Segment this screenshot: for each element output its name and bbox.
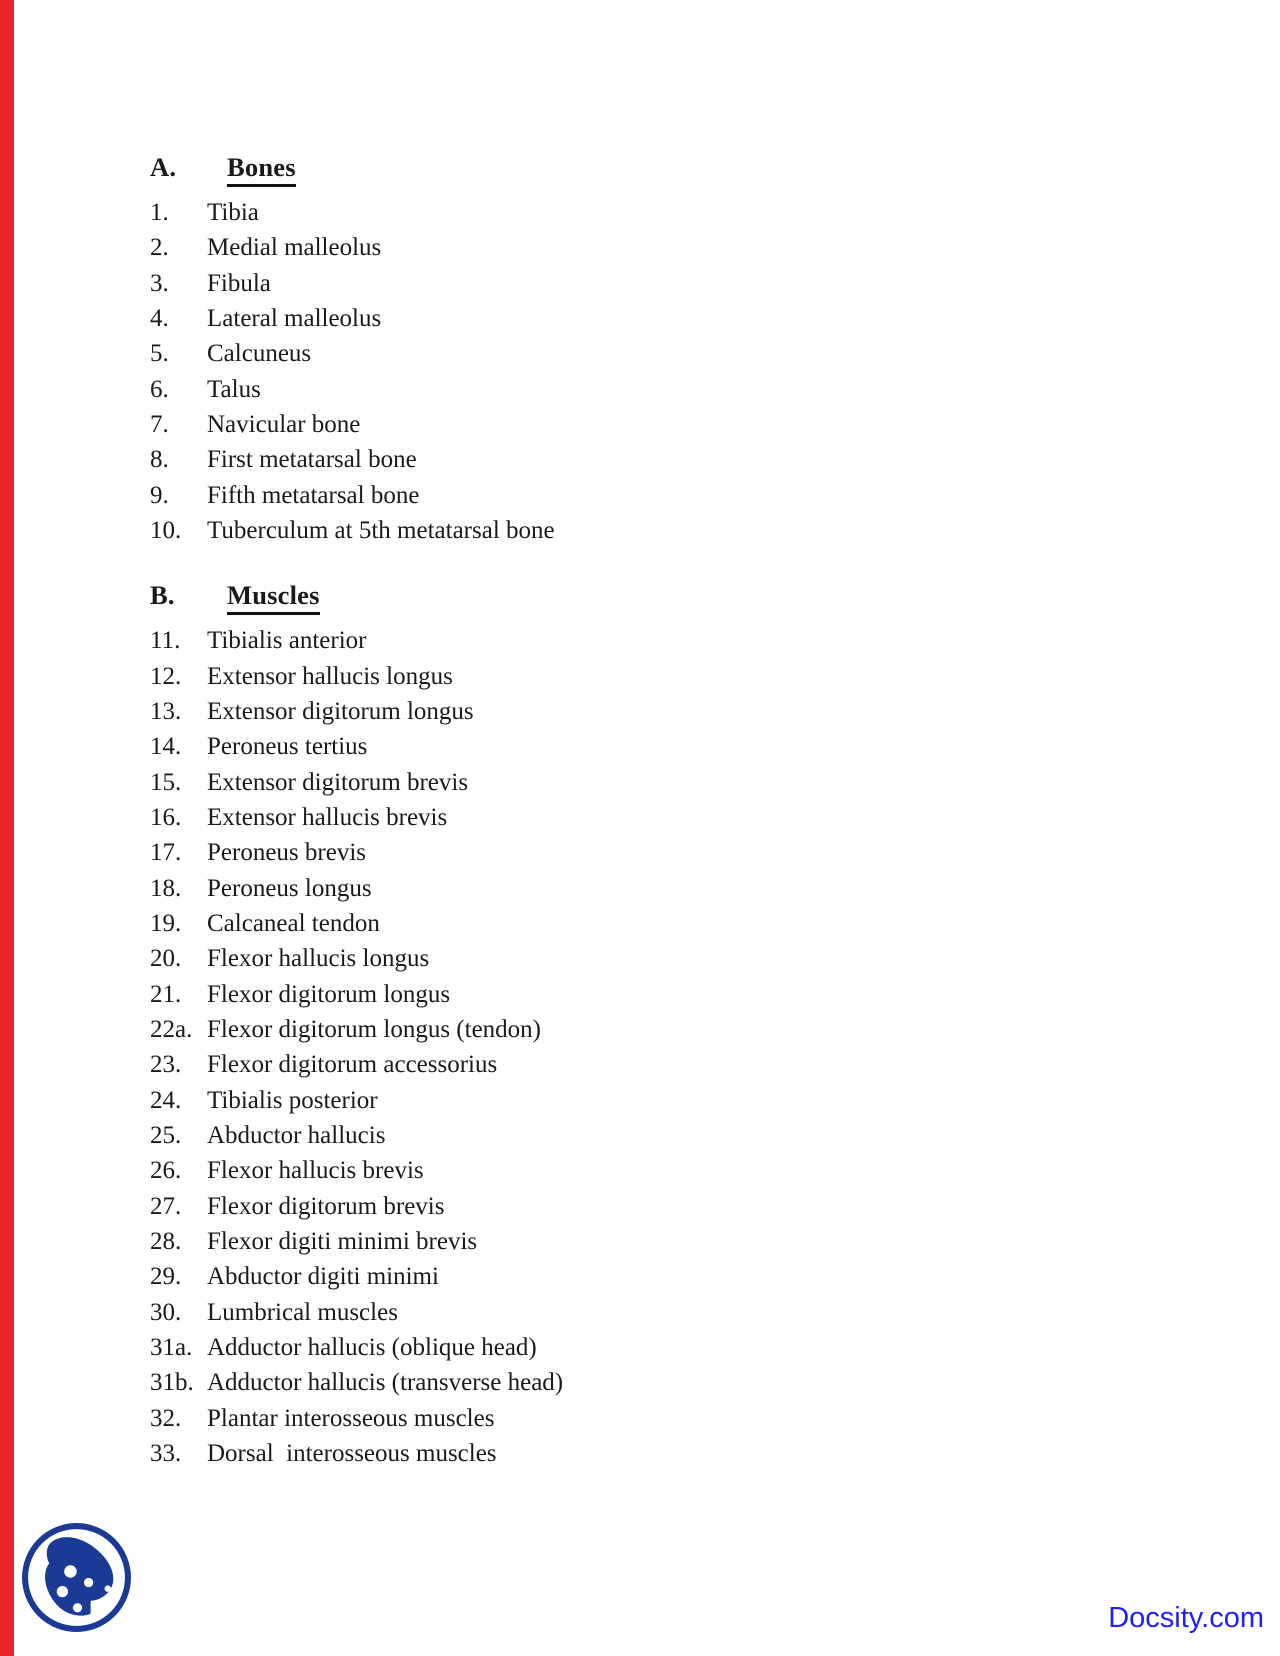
list-item bbox=[150, 977, 1100, 1012]
list-item bbox=[150, 1189, 1100, 1224]
item-text: Peroneus brevis bbox=[207, 839, 366, 867]
item-text: Adductor hallucis (oblique head) bbox=[207, 1333, 537, 1361]
item-text: Adductor hallucis (transverse head) bbox=[207, 1369, 564, 1397]
list-item bbox=[150, 1224, 1100, 1259]
item-number: 28. bbox=[150, 1227, 182, 1255]
item-text: Extensor hallucis brevis bbox=[207, 803, 448, 831]
item-number: 24. bbox=[150, 1086, 182, 1114]
list-item bbox=[150, 407, 1100, 442]
item-number: 25. bbox=[150, 1121, 182, 1149]
logo-hole bbox=[84, 1578, 93, 1587]
list-item bbox=[150, 659, 1100, 694]
list-item bbox=[150, 623, 1100, 658]
list-item bbox=[150, 513, 1100, 548]
item-number: 23. bbox=[150, 1051, 182, 1079]
section-items bbox=[150, 623, 1100, 1471]
docsity-link[interactable]: Docsity.com bbox=[1108, 1602, 1264, 1634]
list-item bbox=[150, 230, 1100, 265]
logo-hole bbox=[73, 1603, 82, 1612]
list-item bbox=[150, 1153, 1100, 1188]
item-text: Abductor digiti minimi bbox=[207, 1263, 439, 1291]
logo-hole bbox=[57, 1586, 68, 1597]
item-text: Flexor digiti minimi brevis bbox=[207, 1227, 478, 1255]
item-text: Extensor digitorum brevis bbox=[207, 768, 469, 796]
list-item bbox=[150, 729, 1100, 764]
item-text: Plantar interosseous muscles bbox=[207, 1404, 495, 1432]
item-number: 3. bbox=[150, 269, 169, 297]
section-title: Bones bbox=[227, 152, 296, 187]
item-number: 1. bbox=[150, 199, 169, 226]
item-text: Calcaneal tendon bbox=[207, 909, 380, 937]
item-text: Lumbrical muscles bbox=[207, 1298, 398, 1326]
list-item bbox=[150, 372, 1100, 407]
list-item bbox=[150, 266, 1100, 301]
document-sections bbox=[150, 152, 1100, 1471]
item-text: Tuberculum at 5th metatarsal bone bbox=[207, 516, 555, 544]
item-text: Navicular bone bbox=[207, 410, 361, 438]
list-section bbox=[150, 580, 1100, 1471]
list-item bbox=[150, 1401, 1100, 1436]
item-text: Peroneus longus bbox=[207, 874, 372, 902]
item-number: 12. bbox=[150, 662, 182, 690]
item-number: 15. bbox=[150, 768, 182, 796]
item-number: 8. bbox=[150, 446, 169, 474]
item-text: Tibia bbox=[207, 199, 259, 226]
left-edge-stripe bbox=[0, 0, 14, 1656]
item-text: Extensor digitorum longus bbox=[207, 697, 474, 725]
item-number: 7. bbox=[150, 410, 169, 438]
list-item bbox=[150, 835, 1100, 870]
item-text: Flexor digitorum accessorius bbox=[207, 1051, 498, 1079]
list-item bbox=[150, 195, 1100, 230]
list-item bbox=[150, 1295, 1100, 1330]
item-number: 6. bbox=[150, 375, 169, 403]
item-number: 32. bbox=[150, 1404, 182, 1432]
list-item bbox=[150, 941, 1100, 976]
item-number: 21. bbox=[150, 980, 182, 1008]
list-item bbox=[150, 1083, 1100, 1118]
item-number: 31b. bbox=[150, 1369, 194, 1397]
section-label: B. bbox=[150, 580, 175, 611]
item-number: 33. bbox=[150, 1439, 182, 1467]
item-text: Peroneus tertius bbox=[207, 733, 368, 761]
list-item bbox=[150, 1118, 1100, 1153]
item-number: 14. bbox=[150, 733, 182, 761]
list-item bbox=[150, 694, 1100, 729]
item-number: 19. bbox=[150, 909, 182, 937]
list-item bbox=[150, 1436, 1100, 1471]
item-number: 16. bbox=[150, 803, 182, 831]
section-title: Muscles bbox=[227, 580, 320, 615]
item-number: 31a. bbox=[150, 1333, 193, 1361]
item-text: Flexor digitorum longus bbox=[207, 980, 451, 1008]
list-section bbox=[150, 152, 1100, 548]
item-number: 17. bbox=[150, 839, 182, 867]
item-text: Medial malleolus bbox=[207, 234, 382, 262]
list-item bbox=[150, 765, 1100, 800]
section-heading bbox=[150, 152, 1100, 187]
item-text: Flexor hallucis brevis bbox=[207, 1157, 424, 1185]
item-number: 2. bbox=[150, 234, 169, 262]
item-text: Abductor hallucis bbox=[207, 1121, 386, 1149]
item-number: 26. bbox=[150, 1157, 182, 1185]
item-text: Calcuneus bbox=[207, 340, 312, 368]
item-text: Lateral malleolus bbox=[207, 304, 382, 332]
item-number: 30. bbox=[150, 1298, 182, 1326]
list-item bbox=[150, 1047, 1100, 1082]
item-number: 27. bbox=[150, 1192, 182, 1220]
item-number: 18. bbox=[150, 874, 182, 902]
list-item bbox=[150, 906, 1100, 941]
list-item bbox=[150, 800, 1100, 835]
logo-hole bbox=[64, 1565, 77, 1578]
item-number: 29. bbox=[150, 1263, 182, 1291]
section-heading bbox=[150, 580, 1100, 615]
item-number: 10. bbox=[150, 516, 182, 544]
item-text: Flexor hallucis longus bbox=[207, 945, 430, 973]
item-text: Talus bbox=[207, 375, 261, 403]
section-items bbox=[150, 195, 1100, 548]
item-text: Flexor digitorum longus (tendon) bbox=[207, 1015, 541, 1043]
list-item bbox=[150, 1012, 1100, 1047]
item-text: First metatarsal bone bbox=[207, 446, 417, 474]
docsity-logo-icon[interactable] bbox=[20, 1521, 133, 1634]
list-item bbox=[150, 1259, 1100, 1294]
item-number: 5. bbox=[150, 340, 169, 368]
item-number: 4. bbox=[150, 304, 169, 332]
list-item bbox=[150, 478, 1100, 513]
logo-hole bbox=[105, 1585, 111, 1591]
list-item bbox=[150, 336, 1100, 371]
section-label: A. bbox=[150, 152, 177, 182]
item-number: 13. bbox=[150, 697, 182, 725]
item-number: 11. bbox=[150, 627, 181, 655]
list-item bbox=[150, 1365, 1100, 1400]
list-item bbox=[150, 871, 1100, 906]
item-number: 22a. bbox=[150, 1015, 193, 1043]
item-text: Tibialis anterior bbox=[207, 627, 367, 655]
item-text: Fibula bbox=[207, 269, 271, 297]
item-number: 20. bbox=[150, 945, 182, 973]
item-number: 9. bbox=[150, 481, 169, 509]
list-item bbox=[150, 442, 1100, 477]
list-item bbox=[150, 301, 1100, 336]
item-text: Fifth metatarsal bone bbox=[207, 481, 420, 509]
item-text: Extensor hallucis longus bbox=[207, 662, 453, 690]
item-text: Dorsal interosseous muscles bbox=[207, 1439, 497, 1467]
item-text: Flexor digitorum brevis bbox=[207, 1192, 445, 1220]
item-text: Tibialis posterior bbox=[207, 1086, 378, 1114]
list-item bbox=[150, 1330, 1100, 1365]
